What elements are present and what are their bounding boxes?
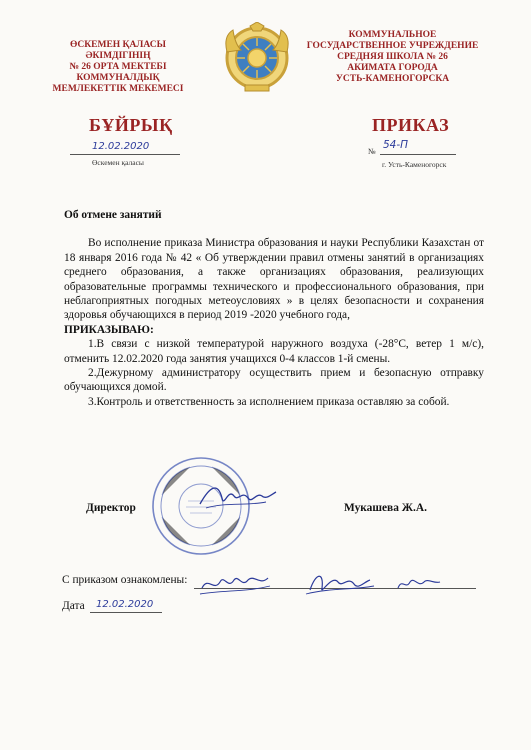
handwritten-date-footer: 12.02.2020 [96,599,154,610]
order-item: 1.В связи с низкой температурой наружного воздуха (-28°С, ветер 1 м/с), отменить 12.02.2020 года занятия учащихся 0-4 классов 1-й смены. [64,338,484,365]
date-underline [70,154,180,155]
header-right-line: СРЕДНЯЯ ШКОЛА № 26 [337,52,448,62]
header-left-line: ӨСКЕМЕН ҚАЛАСЫ [70,40,166,50]
order-word: ПРИКАЗЫВАЮ: [64,323,154,336]
city-kazakh: Өскемен қаласы [92,158,144,167]
number-prefix: № [368,147,376,156]
header-right-line: АКИМАТА ГОРОДА [347,63,438,73]
order-subject: Об отмене занятий [64,209,162,221]
header-left-line: № 26 ОРТА МЕКТЕБІ [69,62,167,72]
title-kazakh: БҰЙРЫҚ [89,115,173,135]
acquainted-label: С приказом ознакомлены: [62,574,188,586]
header-left-line: ӘКІМДІГІНІҢ [85,51,151,61]
date-value-underline [90,612,162,613]
header-left-line: КОММУНАЛДЫҚ [76,73,160,83]
header-left-kazakh [48,40,188,95]
order-preamble: Во исполнение приказа Министра образования и науки Республики Казахстан от 18 января 2016 года № 42 « Об утверждении правил отмены занятий в организациях среднего образования, а также организациях образования, реализующих образовательные программы технического и профессионального образования, при неблагоприятных погодных метеоусловиях » в целях безопасности и сохранения здоровья обучающихся в период 2019 -2020 учебного года, [64,237,484,322]
director-signature-icon [196,478,280,518]
acquaintance-signatures-icon [198,566,458,600]
header-right-line: ГОСУДАРСТВЕННОЕ УЧРЕЖДЕНИЕ [306,41,479,51]
header-left-line: МЕМЛЕКЕТТІК МЕКЕМЕСІ [52,84,184,94]
order-body [64,208,484,409]
header-right-russian [305,30,480,85]
handwritten-number: 54-П [383,139,409,151]
director-label: Директор [86,502,136,514]
header-right-line: УСТЬ-КАМЕНОГОРСКА [335,74,450,84]
city-russian: г. Усть-Каменогорск [382,160,447,169]
title-russian: ПРИКАЗ [372,115,450,135]
date-label: Дата [62,600,85,612]
order-item: 2.Дежурному администратору осуществить прием и безопасную отправку обучающихся домой. [64,367,484,394]
director-name: Мукашева Ж.А. [344,502,427,514]
kazakhstan-emblem-icon [223,22,291,94]
number-underline [380,154,456,155]
handwritten-date: 12.02.2020 [92,141,150,152]
order-item: 3.Контроль и ответственность за исполнением приказа оставляю за собой. [88,395,450,408]
header-right-line: КОММУНАЛЬНОЕ [348,30,437,40]
